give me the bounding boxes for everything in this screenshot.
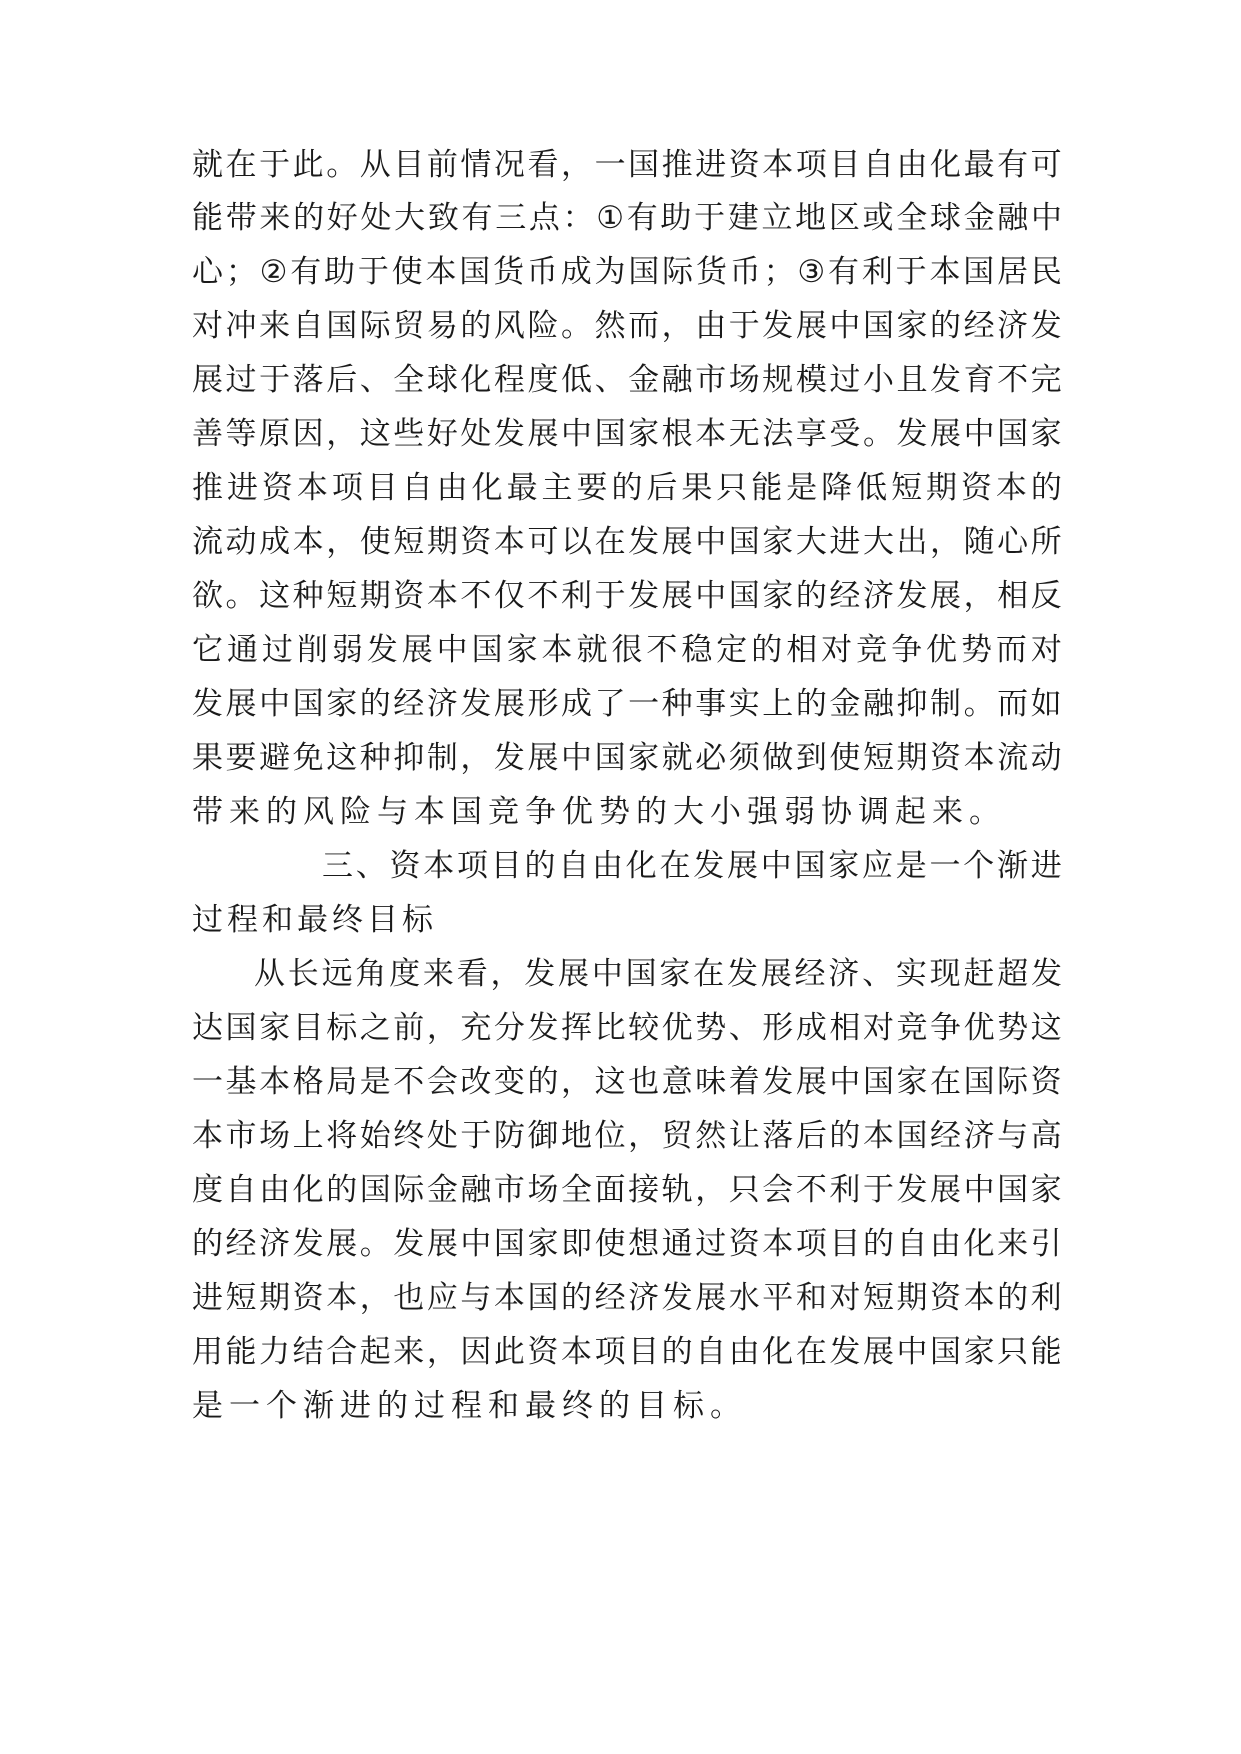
para1-line-1: 就 在 于 此 。 从 目 前 情 况 看 ， 一 国 推 进 资 本 项 目 自 由 化 最 有 可 xyxy=(192,147,1062,183)
para1-line-13: 带来的风险与本国竞争优势的大小强弱协调起来。 xyxy=(192,794,1006,830)
para1-line-8: 流 动 成 本 ， 使 短 期 资 本 可 以 在 发 展 中 国 家 大 进 大 出 ， 随 心 所 xyxy=(192,524,1062,560)
para1-line-10: 它 通 过 削 弱 发 展 中 国 家 本 就 很 不 稳 定 的 相 对 竞 争 优 势 而 对 xyxy=(192,632,1062,668)
para2-line-6: 的 经 济 发 展 。 发 展 中 国 家 即 使 想 通 过 资 本 项 目 的 自 由 化 来 引 xyxy=(192,1226,1062,1262)
para1-line-9: 欲 。 这 种 短 期 资 本 不 仅 不 利 于 发 展 中 国 家 的 经 济 发 展 ， 相 反 xyxy=(192,578,1062,614)
para2-line-4: 本 市 场 上 将 始 终 处 于 防 御 地 位 ， 贸 然 让 落 后 的 本 国 经 济 与 高 xyxy=(192,1118,1062,1154)
para2-line-8: 用 能 力 结 合 起 来 ， 因 此 资 本 项 目 的 自 由 化 在 发 展 中 国 家 只 能 xyxy=(192,1334,1062,1370)
para1-line-4: 对 冲 来 自 国 际 贸 易 的 风 险 。 然 而 ， 由 于 发 展 中 国 家 的 经 济 发 xyxy=(192,308,1062,344)
para2-line-2: 达 国 家 目 标 之 前 ， 充 分 发 挥 比 较 优 势 、 形 成 相 对 竞 争 优 势 这 xyxy=(192,1010,1062,1046)
para1-line-6: 善 等 原 因 ， 这 些 好 处 发 展 中 国 家 根 本 无 法 享 受 。 发 展 中 国 家 xyxy=(192,416,1062,452)
para2-line-3: 一 基 本 格 局 是 不 会 改 变 的 ， 这 也 意 味 着 发 展 中 国 家 在 国 际 资 xyxy=(192,1064,1062,1100)
para2-line-5: 度 自 由 化 的 国 际 金 融 市 场 全 面 接 轨 ， 只 会 不 利 于 发 展 中 国 家 xyxy=(192,1172,1062,1208)
para1-line-7: 推 进 资 本 项 目 自 由 化 最 主 要 的 后 果 只 能 是 降 低 短 期 资 本 的 xyxy=(192,470,1062,506)
section-heading-line-1: 三 、 资 本 项 目 的 自 由 化 在 发 展 中 国 家 应 是 一 个 渐 进 xyxy=(322,848,1062,884)
para2-line-1: 从 长 远 角 度 来 看 ， 发 展 中 国 家 在 发 展 经 济 、 实 现 赶 超 发 xyxy=(254,956,1062,992)
para1-line-12: 果 要 避 免 这 种 抑 制 ， 发 展 中 国 家 就 必 须 做 到 使 短 期 资 本 流 动 xyxy=(192,740,1062,776)
para1-line-3: 心 ； ② 有 助 于 使 本 国 货 币 成 为 国 际 货 币 ； ③ 有 利 于 本 国 居 民 xyxy=(192,254,1062,290)
section-heading-line-2: 过程和最终目标 xyxy=(192,902,437,938)
para1-line-5: 展 过 于 落 后 、 全 球 化 程 度 低 、 金 融 市 场 规 模 过 小 且 发 育 不 完 xyxy=(192,362,1062,398)
para1-line-2: 能 带 来 的 好 处 大 致 有 三 点 ： ① 有 助 于 建 立 地 区 或 全 球 金 融 中 xyxy=(192,200,1062,236)
para2-line-7: 进 短 期 资 本 ， 也 应 与 本 国 的 经 济 发 展 水 平 和 对 短 期 资 本 的 利 xyxy=(192,1280,1062,1316)
para2-line-9: 是一个渐进的过程和最终的目标。 xyxy=(192,1388,747,1424)
para1-line-11: 发 展 中 国 家 的 经 济 发 展 形 成 了 一 种 事 实 上 的 金 融 抑 制 。 而 如 xyxy=(192,686,1062,722)
